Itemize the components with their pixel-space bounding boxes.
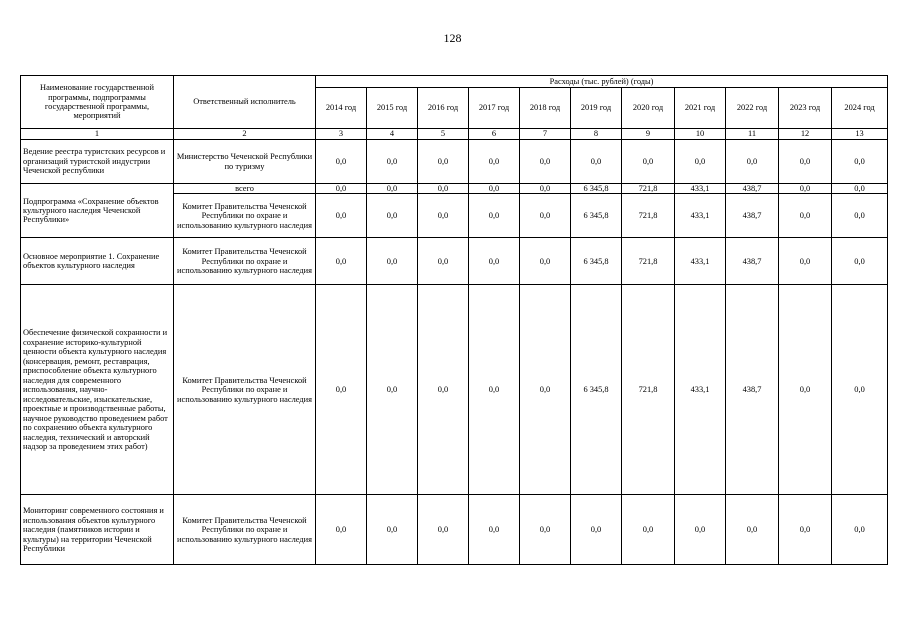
value-cell: 0,0 <box>418 194 469 238</box>
column-number: 7 <box>520 129 571 140</box>
column-number: 3 <box>316 129 367 140</box>
value-cell: 0,0 <box>571 495 622 565</box>
row-responsible: Комитет Правительства Чеченской Республики по охране и использованию культурного наследия <box>174 285 316 495</box>
value-cell: 721,8 <box>622 238 675 285</box>
value-cell: 0,0 <box>469 194 520 238</box>
year-header: 2016 год <box>418 88 469 129</box>
value-cell: 438,7 <box>726 194 779 238</box>
name-column-header: Наименование государственной программы, подпрограммы государственной программы, мероприятий <box>21 76 174 129</box>
value-cell: 0,0 <box>726 140 779 184</box>
value-cell: 0,0 <box>469 238 520 285</box>
value-cell: 0,0 <box>367 285 418 495</box>
value-cell: 0,0 <box>520 140 571 184</box>
value-cell: 0,0 <box>316 285 367 495</box>
row-responsible: Комитет Правительства Чеченской Республики по охране и использованию культурного наследия <box>174 495 316 565</box>
value-cell: 0,0 <box>520 238 571 285</box>
value-cell: 721,8 <box>622 285 675 495</box>
column-number: 2 <box>174 129 316 140</box>
year-header: 2023 год <box>779 88 832 129</box>
table-row <box>21 285 888 495</box>
value-cell: 6 345,8 <box>571 194 622 238</box>
value-cell: 0,0 <box>367 194 418 238</box>
year-header: 2018 год <box>520 88 571 129</box>
year-header: 2017 год <box>469 88 520 129</box>
value-cell: 0,0 <box>418 238 469 285</box>
value-cell: 0,0 <box>779 238 832 285</box>
value-cell: 0,0 <box>779 194 832 238</box>
year-header: 2014 год <box>316 88 367 129</box>
column-number-row <box>21 129 888 140</box>
value-cell: 0,0 <box>520 285 571 495</box>
value-cell: 0,0 <box>571 140 622 184</box>
subprogram-total-row <box>21 184 888 194</box>
value-cell: 0,0 <box>779 495 832 565</box>
table-row <box>21 140 888 184</box>
column-number: 4 <box>367 129 418 140</box>
value-cell: 721,8 <box>622 184 675 194</box>
value-cell: 0,0 <box>779 140 832 184</box>
column-number: 12 <box>779 129 832 140</box>
value-cell: 0,0 <box>675 140 726 184</box>
value-cell: 0,0 <box>367 495 418 565</box>
year-header: 2019 год <box>571 88 622 129</box>
year-header: 2022 год <box>726 88 779 129</box>
column-number: 11 <box>726 129 779 140</box>
value-cell: 0,0 <box>832 194 888 238</box>
value-cell: 433,1 <box>675 285 726 495</box>
value-cell: 0,0 <box>726 495 779 565</box>
row-responsible: Комитет Правительства Чеченской Республики по охране и использованию культурного наследия <box>174 238 316 285</box>
value-cell: 0,0 <box>469 495 520 565</box>
value-cell: 433,1 <box>675 238 726 285</box>
row-responsible: Комитет Правительства Чеченской Республики по охране и использованию культурного наследия <box>174 194 316 238</box>
value-cell: 0,0 <box>832 495 888 565</box>
row-name: Обеспечение физической сохранности и сохранение историко-культурной ценности объекта культурного наследия (консервация, ремонт, реставрация, приспособление объекта культурного наследия для современного использования, научно-исследовательские, изыскательские, проектные и производственные работы, научное руководство проведением работ по сохранению объекта культурного наследия, технический и авторский надзор за проведением этих работ) <box>21 285 174 495</box>
table-row <box>21 495 888 565</box>
column-number: 6 <box>469 129 520 140</box>
page-number: 128 <box>443 31 462 45</box>
value-cell: 0,0 <box>520 495 571 565</box>
value-cell: 0,0 <box>520 194 571 238</box>
budget-table <box>20 75 888 565</box>
value-cell: 0,0 <box>418 495 469 565</box>
year-header: 2024 год <box>832 88 888 129</box>
year-header: 2015 год <box>367 88 418 129</box>
value-cell: 721,8 <box>622 194 675 238</box>
value-cell: 0,0 <box>316 238 367 285</box>
expenses-group-header: Расходы (тыс. рублей) (годы) <box>316 76 888 88</box>
table-row <box>21 238 888 285</box>
value-cell: 0,0 <box>418 285 469 495</box>
value-cell: 0,0 <box>316 140 367 184</box>
value-cell: 0,0 <box>469 184 520 194</box>
value-cell: 0,0 <box>832 140 888 184</box>
subprogram-name: Подпрограмма «Сохранение объектов культурного наследия Чеченской Республики» <box>21 184 174 238</box>
value-cell: 0,0 <box>832 285 888 495</box>
column-number: 10 <box>675 129 726 140</box>
row-responsible: Министерство Чеченской Республики по туризму <box>174 140 316 184</box>
header-row-1 <box>21 76 888 88</box>
value-cell: 0,0 <box>469 140 520 184</box>
column-number: 5 <box>418 129 469 140</box>
value-cell: 433,1 <box>675 194 726 238</box>
value-cell: 0,0 <box>316 495 367 565</box>
value-cell: 0,0 <box>316 194 367 238</box>
value-cell: 0,0 <box>622 495 675 565</box>
year-header: 2021 год <box>675 88 726 129</box>
row-name: Ведение реестра туристских ресурсов и организаций туристской индустрии Чеченской республики <box>21 140 174 184</box>
value-cell: 0,0 <box>367 184 418 194</box>
value-cell: 0,0 <box>418 184 469 194</box>
responsible-column-header: Ответственный исполнитель <box>174 76 316 129</box>
value-cell: 0,0 <box>779 285 832 495</box>
value-cell: 0,0 <box>367 238 418 285</box>
value-cell: 438,7 <box>726 285 779 495</box>
value-cell: 438,7 <box>726 238 779 285</box>
value-cell: 6 345,8 <box>571 184 622 194</box>
column-number: 13 <box>832 129 888 140</box>
column-number: 8 <box>571 129 622 140</box>
year-header: 2020 год <box>622 88 675 129</box>
row-name: Основное мероприятие 1. Сохранение объектов культурного наследия <box>21 238 174 285</box>
value-cell: 0,0 <box>622 140 675 184</box>
value-cell: 0,0 <box>418 140 469 184</box>
column-number: 1 <box>21 129 174 140</box>
value-cell: 6 345,8 <box>571 238 622 285</box>
row-name: Мониторинг современного состояния и использования объектов культурного наследия (памятников истории и культуры) на территории Чеченской Республики <box>21 495 174 565</box>
value-cell: 0,0 <box>779 184 832 194</box>
value-cell: 0,0 <box>675 495 726 565</box>
value-cell: 0,0 <box>832 238 888 285</box>
value-cell: 0,0 <box>316 184 367 194</box>
value-cell: 0,0 <box>367 140 418 184</box>
value-cell: 0,0 <box>832 184 888 194</box>
value-cell: 6 345,8 <box>571 285 622 495</box>
value-cell: 433,1 <box>675 184 726 194</box>
row-responsible: всего <box>174 184 316 194</box>
value-cell: 0,0 <box>520 184 571 194</box>
value-cell: 438,7 <box>726 184 779 194</box>
column-number: 9 <box>622 129 675 140</box>
value-cell: 0,0 <box>469 285 520 495</box>
